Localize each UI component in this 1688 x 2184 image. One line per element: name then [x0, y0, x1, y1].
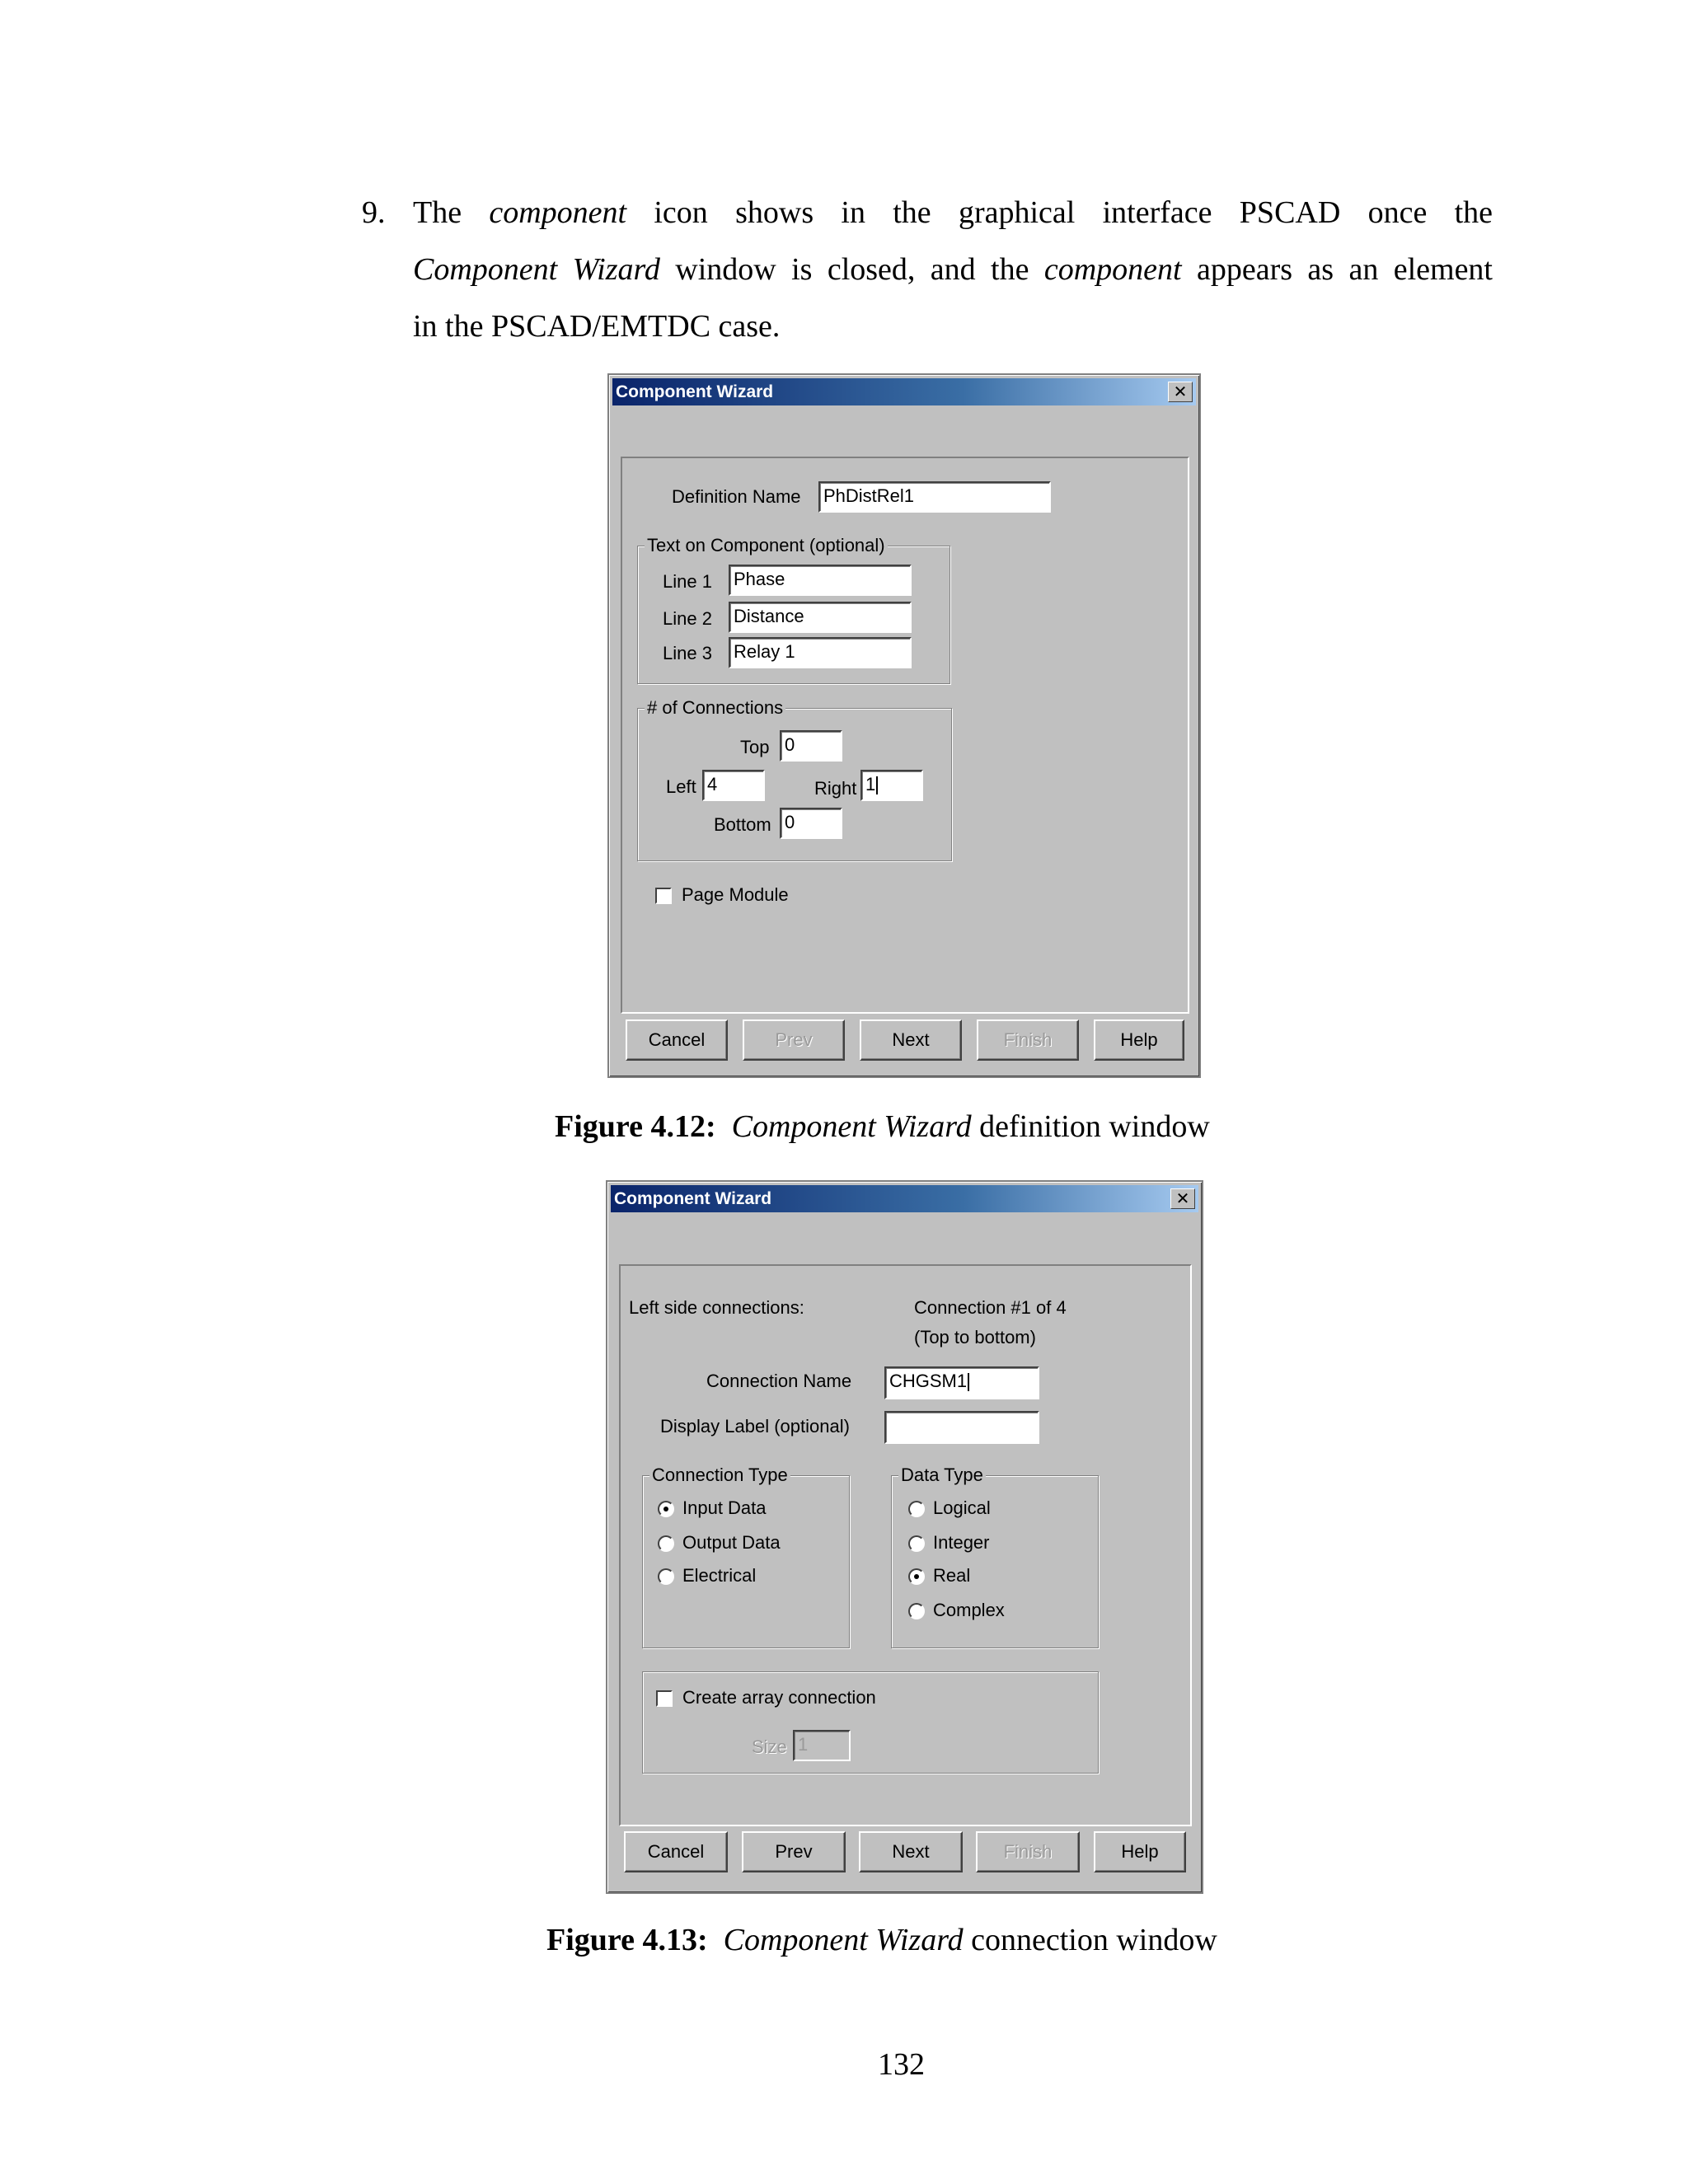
window-title: Component Wizard — [616, 382, 774, 401]
paragraph-line-3: in the PSCAD/EMTDC case. — [413, 309, 781, 344]
output-data-label: Output Data — [682, 1532, 781, 1553]
logical-label: Logical — [933, 1497, 991, 1518]
list-number: 9. — [362, 195, 386, 230]
text-on-component-group — [637, 535, 950, 684]
prev-button[interactable]: Prev — [742, 1831, 846, 1872]
input-data-label: Input Data — [682, 1497, 767, 1518]
output-data-radio[interactable] — [658, 1535, 674, 1552]
electrical-radio[interactable] — [658, 1568, 674, 1585]
line2-input[interactable]: Distance — [729, 602, 912, 633]
size-input[interactable]: 1 — [793, 1730, 851, 1761]
line3-input[interactable]: Relay 1 — [729, 637, 912, 668]
right-input[interactable]: 1 — [860, 770, 923, 801]
text-on-component-label: Text on Component (optional) — [645, 535, 888, 556]
bottom-input[interactable]: 0 — [780, 808, 842, 839]
cancel-button[interactable]: Cancel — [624, 1831, 728, 1872]
window-title: Component Wizard — [614, 1189, 772, 1208]
display-label-input[interactable] — [884, 1411, 1039, 1444]
data-type-group — [891, 1465, 1099, 1648]
left-side-connections-label: Left side connections: — [629, 1297, 804, 1318]
page-module-checkbox[interactable] — [655, 888, 672, 904]
integer-radio[interactable] — [908, 1535, 925, 1552]
next-button[interactable]: Next — [860, 1019, 962, 1061]
connection-name-label: Connection Name — [706, 1371, 852, 1391]
definition-name-input[interactable]: PhDistRel1 — [818, 481, 1051, 513]
display-label-label: Display Label (optional) — [660, 1416, 850, 1436]
finish-button[interactable]: Finish — [976, 1831, 1080, 1872]
connection-name-input[interactable]: CHGSM1 — [884, 1366, 1039, 1399]
finish-button[interactable]: Finish — [977, 1019, 1079, 1061]
integer-label: Integer — [933, 1532, 990, 1553]
complex-label: Complex — [933, 1600, 1005, 1620]
definition-name-label: Definition Name — [672, 486, 801, 507]
electrical-label: Electrical — [682, 1565, 757, 1586]
connection-panel — [619, 1264, 1192, 1826]
text-caret — [876, 776, 878, 794]
array-connection-group — [642, 1671, 1099, 1774]
component-wizard-connection-window — [606, 1180, 1203, 1894]
create-array-label: Create array connection — [682, 1687, 876, 1708]
data-type-label: Data Type — [898, 1465, 986, 1486]
top-input[interactable]: 0 — [780, 730, 842, 762]
connection-type-label: Connection Type — [649, 1465, 790, 1486]
component-wizard-definition-window — [607, 373, 1201, 1078]
close-icon[interactable]: ✕ — [1170, 1188, 1195, 1209]
line3-label: Line 3 — [663, 643, 712, 663]
paragraph-line-1: The component icon shows in the graphical interface PSCAD once the — [413, 195, 1493, 230]
text-caret — [968, 1373, 969, 1391]
connection-type-group — [642, 1465, 850, 1648]
left-label: Left — [666, 776, 696, 797]
real-radio[interactable] — [908, 1568, 925, 1585]
top-label: Top — [740, 737, 770, 757]
prev-button[interactable]: Prev — [743, 1019, 845, 1061]
cancel-button[interactable]: Cancel — [626, 1019, 728, 1061]
close-icon[interactable]: ✕ — [1168, 382, 1193, 402]
complex-radio[interactable] — [908, 1603, 925, 1619]
connection-index-label: Connection #1 of 4 — [914, 1297, 1067, 1318]
figure-4-13-caption: Figure 4.13: Component Wizard connection window — [546, 1923, 1217, 1957]
next-button[interactable]: Next — [859, 1831, 963, 1872]
input-data-radio[interactable] — [658, 1501, 674, 1517]
page-number: 132 — [878, 2047, 925, 2082]
connections-group-label: # of Connections — [645, 697, 785, 719]
line1-label: Line 1 — [663, 571, 712, 592]
connection-order-label: (Top to bottom) — [914, 1327, 1036, 1347]
page-module-label: Page Module — [682, 884, 789, 905]
connections-group — [637, 697, 952, 861]
real-label: Real — [933, 1565, 971, 1586]
bottom-label: Bottom — [714, 814, 771, 835]
line2-label: Line 2 — [663, 608, 712, 629]
help-button[interactable]: Help — [1094, 1019, 1184, 1061]
line1-input[interactable]: Phase — [729, 565, 912, 596]
definition-panel — [621, 457, 1189, 1014]
right-label: Right — [814, 778, 857, 799]
help-button[interactable]: Help — [1094, 1831, 1186, 1872]
paragraph-line-2: Component Wizard window is closed, and the component appears as an element — [413, 252, 1493, 287]
left-input[interactable]: 4 — [702, 770, 765, 801]
figure-4-12-caption: Figure 4.12: Component Wizard definition window — [555, 1109, 1210, 1144]
create-array-checkbox[interactable] — [656, 1690, 673, 1707]
logical-radio[interactable] — [908, 1501, 925, 1517]
size-label: Size — [752, 1736, 787, 1757]
title-bar[interactable] — [611, 1185, 1198, 1212]
title-bar[interactable] — [612, 378, 1196, 405]
